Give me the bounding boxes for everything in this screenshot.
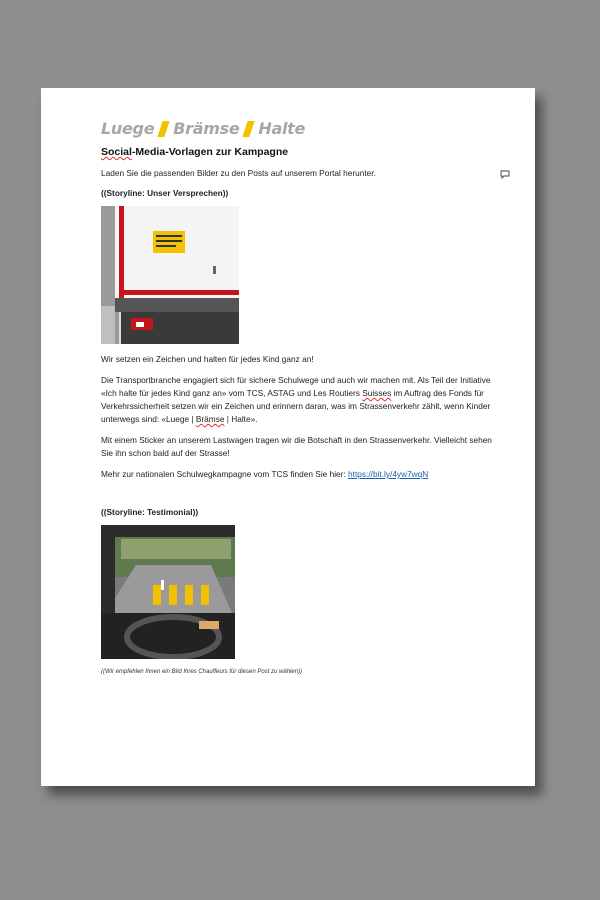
text-segment: im Auftrag des Fonds für Verkehrssicherheit setzen wir ein Zeichen und erinnern daran, was im Strassenverkehr zählt, wenn Kinder unterwegs sind: «Luege | <box>101 388 491 424</box>
brand-slash <box>243 121 255 137</box>
driver-view-photo <box>101 525 235 659</box>
misspelled-word: Suisses <box>362 388 392 398</box>
document-content <box>101 118 493 675</box>
text-segment: Die Transportbranche engagiert sich für sichere Schulwege und auch wir machen mit. Als Teil der Initiative «Ich halte für jedes Kind ganz an» vom TCS, ASTAG und Les Routiers <box>101 375 491 398</box>
truck-rear-photo <box>101 206 239 344</box>
title-rest: -Media-Vorlagen zur Kampagne <box>131 146 289 158</box>
brand-logo <box>101 118 493 140</box>
paragraph-sign: Wir setzen ein Zeichen und halten für jedes Kind ganz an! <box>101 354 314 364</box>
brand-word-halte: Halte <box>258 119 306 138</box>
campaign-link[interactable]: https://bit.ly/4yw7wqN <box>348 469 429 479</box>
brand-word-luege: Luege <box>101 119 155 138</box>
text-segment: | Halte». <box>224 414 258 424</box>
storyline-heading-promise: ((Storyline: Unser Versprechen)) <box>101 188 229 198</box>
storyline-heading-testimonial: ((Storyline: Testimonial)) <box>101 507 199 517</box>
brand-slash <box>158 121 170 137</box>
document-title <box>101 146 493 158</box>
more-info-text: Mehr zur nationalen Schulwegkampagne vom TCS finden Sie hier: <box>101 469 349 479</box>
image-caption: ((Wir empfehlen Ihnen ein Bild Ihres Chauffeurs für diesen Post zu wählen)) <box>101 669 303 675</box>
paragraph-sticker: Mit einem Sticker an unserem Lastwagen tragen wir die Botschaft in den Strassenverkehr. Vielleicht sehen Sie ihn schon bald auf der Strasse! <box>101 435 492 458</box>
brand-word-braemse: Brämse <box>173 119 240 138</box>
comment-icon[interactable] <box>500 170 510 179</box>
title-misspelled-word: Social <box>101 146 132 158</box>
document-page <box>41 88 535 786</box>
misspelled-word: Brämse <box>195 414 225 424</box>
paragraph-initiative <box>101 374 493 426</box>
intro-paragraph: Laden Sie die passenden Bilder zu den Posts auf unserem Portal herunter. <box>101 168 376 178</box>
paragraph-more-info <box>101 468 493 481</box>
